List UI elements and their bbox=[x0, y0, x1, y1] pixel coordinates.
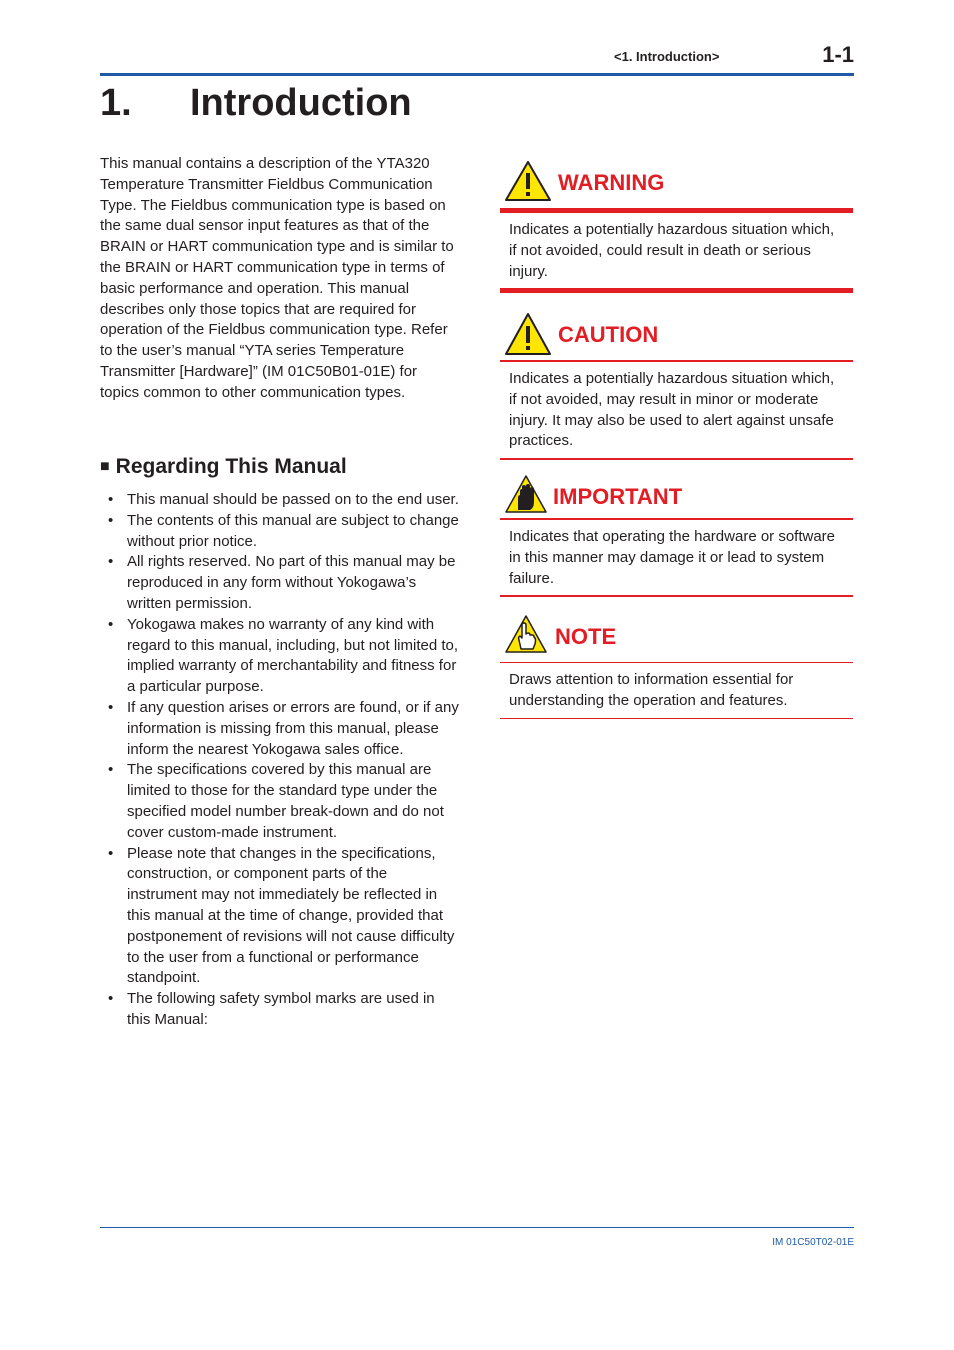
caution-notice bbox=[500, 312, 853, 460]
page-number: 1-1 bbox=[822, 42, 854, 67]
warning-title: WARNING bbox=[558, 170, 665, 195]
list-item-text: If any question arises or errors are found, or if any information is missing from this manual, please inform the nearest Yokogawa sales office. bbox=[127, 698, 459, 758]
note-heading bbox=[500, 614, 853, 662]
bullet: • bbox=[108, 761, 114, 779]
list-item bbox=[100, 989, 460, 1031]
warning-triangle-icon bbox=[504, 160, 552, 202]
important-title: IMPORTANT bbox=[553, 484, 683, 509]
caution-rule-bottom bbox=[500, 458, 853, 460]
bullet: • bbox=[108, 553, 114, 571]
note-notice bbox=[500, 614, 853, 719]
section-marker: ■ bbox=[100, 458, 110, 475]
list-item-text: Please note that changes in the specifications, construction, or component parts of the instrument may not immediately be reflected in this manual at the time of change, provided that postponement of revisions will not cause difficulty to the user from a functional or performance standpoint. bbox=[127, 844, 455, 987]
warning-rule-bottom bbox=[500, 288, 853, 293]
caution-text: Indicates a potentially hazardous situation which, if not avoided, may result in minor or moderate injury. It may also be used to alert against unsafe practices. bbox=[509, 370, 835, 450]
intro-paragraph: This manual contains a description of the YTA320 Temperature Transmitter Fieldbus Communication Type. The Fieldbus communication type is based on the same dual sensor input features as that of the BRAIN or HART communication type and is similar to the BRAIN or HART communication type in terms of basic performance and operation. This manual describes only those topics that are required for operation of the Fieldbus communication type. Refer to the user’s manual “YTA series Temperature Transmitter [Hardware]” (IM 01C50B01-01E) for topics common to other communication types. bbox=[100, 155, 454, 401]
important-rule-bottom bbox=[500, 595, 853, 597]
chapter-title bbox=[100, 82, 412, 125]
regarding-list bbox=[100, 490, 460, 1031]
important-notice bbox=[500, 474, 853, 597]
list-item bbox=[100, 698, 460, 760]
section-heading-text: Regarding This Manual bbox=[115, 455, 347, 478]
bullet: • bbox=[108, 615, 114, 633]
hand-stop-icon bbox=[504, 474, 548, 514]
running-header-section: <1. Introduction> bbox=[614, 49, 720, 64]
list-item-text: All rights reserved. No part of this manual may be reproduced in any form without Yokogawa’s written permission. bbox=[127, 553, 456, 612]
list-item bbox=[100, 511, 460, 553]
list-item-text: The specifications covered by this manual are limited to those for the standard type under the specified model number break-down and do not cover custom-made instrument. bbox=[127, 761, 444, 841]
bullet: • bbox=[108, 844, 114, 862]
bullet: • bbox=[108, 491, 114, 508]
footer-document-number: IM 01C50T02-01E bbox=[772, 1237, 854, 1248]
footer-divider bbox=[100, 1227, 854, 1228]
note-text: Draws attention to information essential for understanding the operation and features. bbox=[509, 671, 794, 709]
list-item-text: The following safety symbol marks are used in this Manual: bbox=[127, 990, 435, 1028]
list-item bbox=[100, 552, 460, 614]
bullet: • bbox=[108, 698, 114, 716]
caution-title: CAUTION bbox=[558, 322, 659, 347]
section-heading-regarding bbox=[100, 455, 347, 479]
caution-triangle-icon bbox=[504, 312, 552, 356]
important-text: Indicates that operating the hardware or software in this manner may damage it or lead to system failure. bbox=[509, 528, 836, 587]
list-item bbox=[100, 844, 460, 990]
pointing-hand-icon bbox=[504, 614, 548, 654]
chapter-title-text: Introduction bbox=[190, 82, 412, 124]
list-item-text: This manual should be passed on to the end user. bbox=[127, 491, 459, 508]
caution-heading bbox=[500, 312, 853, 360]
bullet: • bbox=[108, 511, 114, 529]
list-item-text: The contents of this manual are subject to change without prior notice. bbox=[127, 511, 459, 550]
note-rule-bottom bbox=[500, 718, 853, 719]
warning-text: Indicates a potentially hazardous situation which, if not avoided, could result in death or serious injury. bbox=[509, 221, 835, 280]
bullet: • bbox=[108, 990, 114, 1008]
list-item bbox=[100, 760, 460, 843]
warning-heading bbox=[500, 160, 853, 208]
list-item-text: Yokogawa makes no warranty of any kind with regard to this manual, including, but not limited to, implied warranty of merchantability and fitness for a particular purpose. bbox=[127, 615, 459, 696]
list-item bbox=[100, 615, 460, 698]
header-divider bbox=[100, 73, 854, 76]
list-item bbox=[100, 490, 460, 511]
chapter-number: 1. bbox=[100, 82, 132, 124]
warning-notice bbox=[500, 160, 853, 293]
important-heading bbox=[500, 474, 853, 518]
note-title: NOTE bbox=[555, 624, 617, 649]
